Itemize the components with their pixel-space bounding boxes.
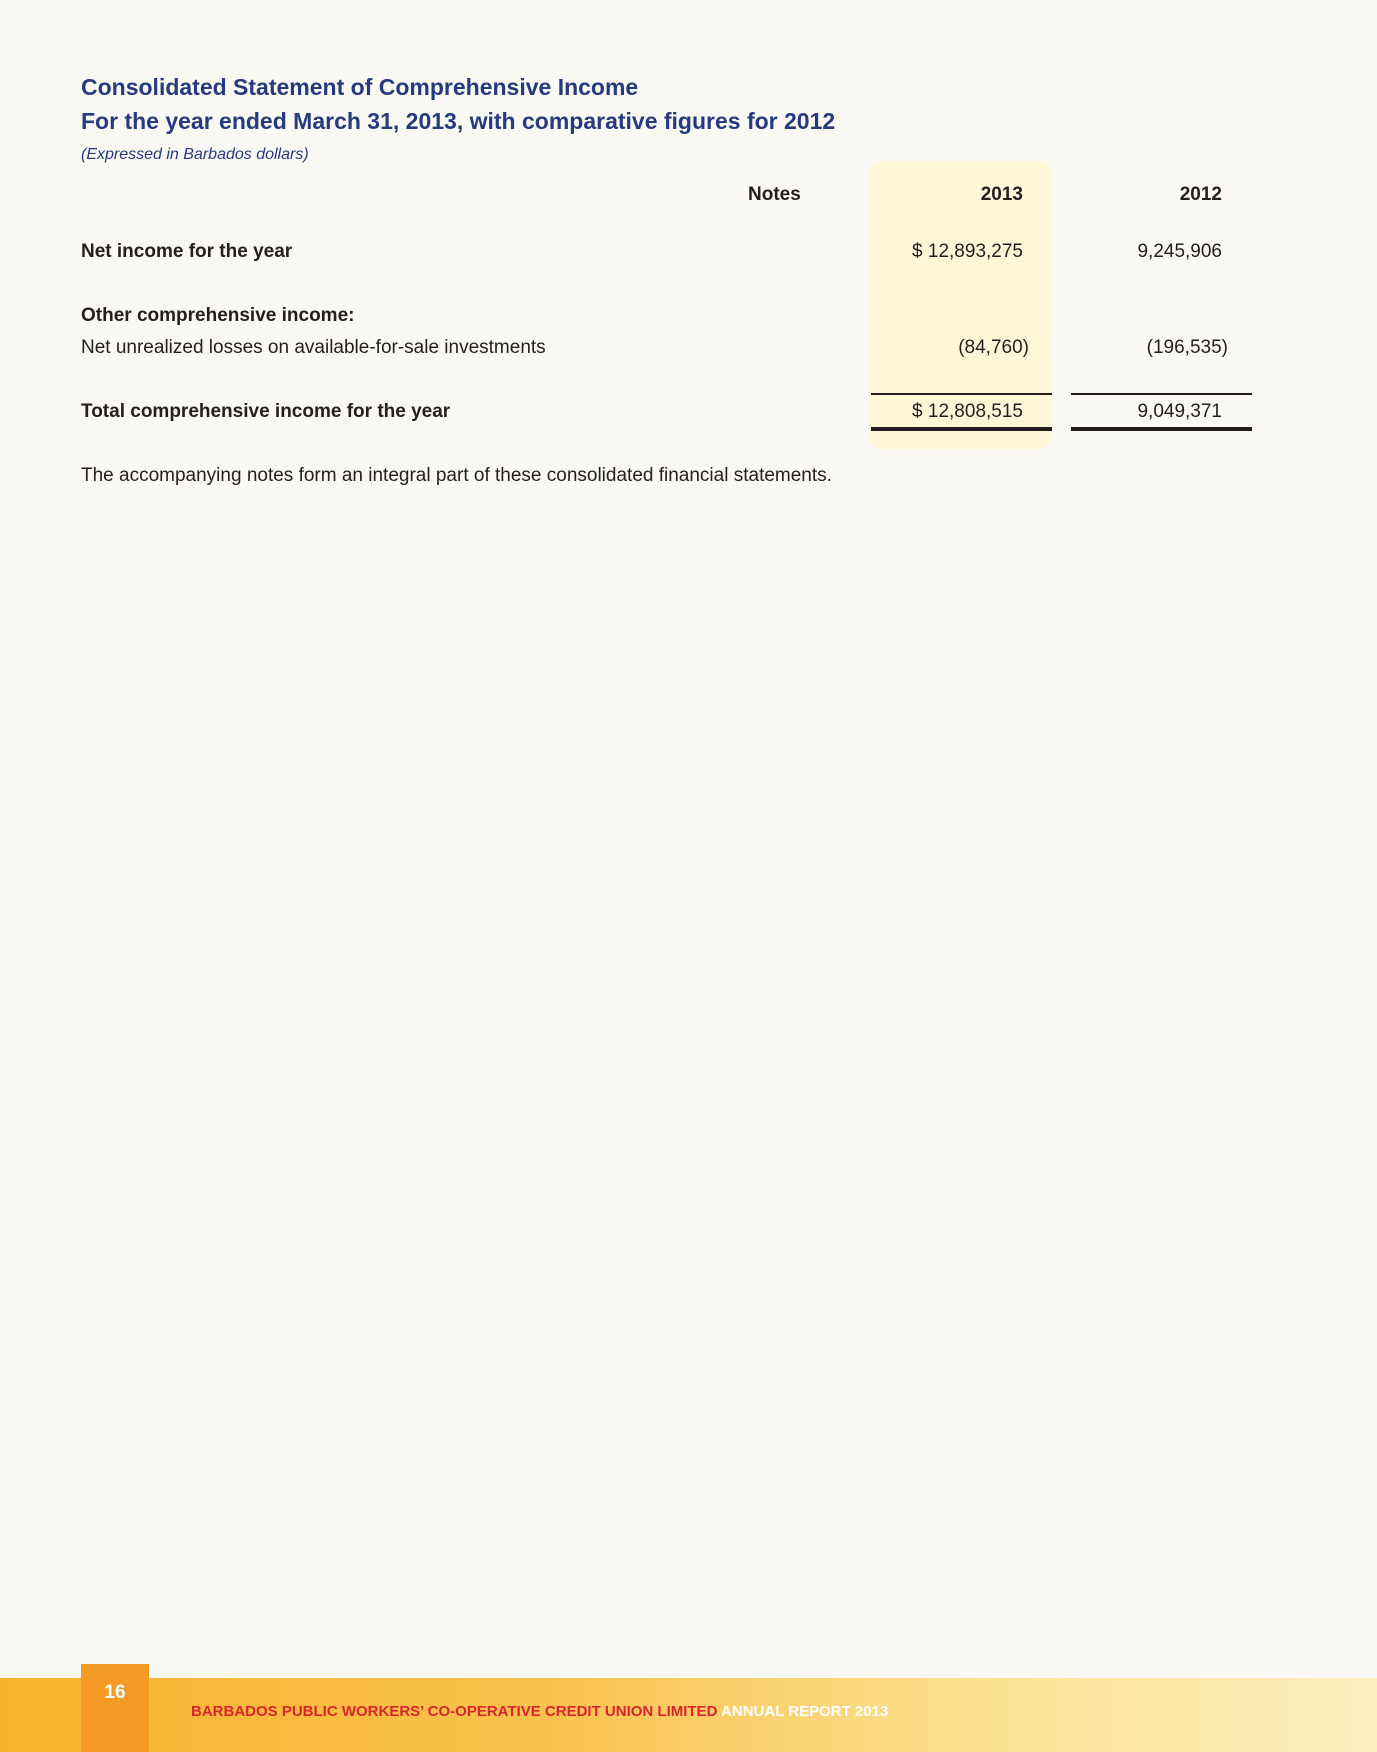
row-net-income-label: Net income for the year xyxy=(81,241,293,262)
statement-footnote: The accompanying notes form an integral part of these consolidated financial statements. xyxy=(81,465,832,486)
row-net-income-current: $ 12,893,275 xyxy=(912,241,1023,262)
footer-report-name: ANNUAL REPORT 2013 xyxy=(721,1703,889,1720)
row-unrealized-losses-prior: (196,535) xyxy=(1146,337,1228,358)
page-title: Consolidated Statement of Comprehensive Income xyxy=(81,74,639,100)
prior-year-column-header: 2012 xyxy=(1179,184,1222,205)
row-total-comprehensive-prior: 9,049,371 xyxy=(1137,401,1222,422)
page-subheading: For the year ended March 31, 2013, with comparative figures for 2012 xyxy=(81,108,836,134)
footer-organization: BARBADOS PUBLIC WORKERS’ CO-OPERATIVE CREDIT UNION LIMITED xyxy=(191,1703,718,1720)
row-total-comprehensive-current: $ 12,808,515 xyxy=(912,401,1023,422)
prior-year-subtotal-rule xyxy=(1071,393,1252,395)
current-year-column-header: 2013 xyxy=(980,184,1023,205)
row-net-income-prior: 9,245,906 xyxy=(1137,241,1222,262)
row-total-comprehensive-label: Total comprehensive income for the year xyxy=(81,401,451,422)
footer-text xyxy=(191,1703,888,1720)
row-other-comprehensive-heading: Other comprehensive income: xyxy=(81,305,355,326)
current-year-total-double-rule xyxy=(871,427,1052,431)
notes-column-header: Notes xyxy=(748,184,801,205)
page-number: 16 xyxy=(81,1664,149,1752)
prior-year-total-double-rule xyxy=(1071,427,1252,431)
current-year-subtotal-rule xyxy=(871,393,1052,395)
row-unrealized-losses-current: (84,760) xyxy=(958,337,1029,358)
row-unrealized-losses-label: Net unrealized losses on available-for-sale investments xyxy=(81,337,546,358)
currency-note: (Expressed in Barbados dollars) xyxy=(81,146,309,163)
